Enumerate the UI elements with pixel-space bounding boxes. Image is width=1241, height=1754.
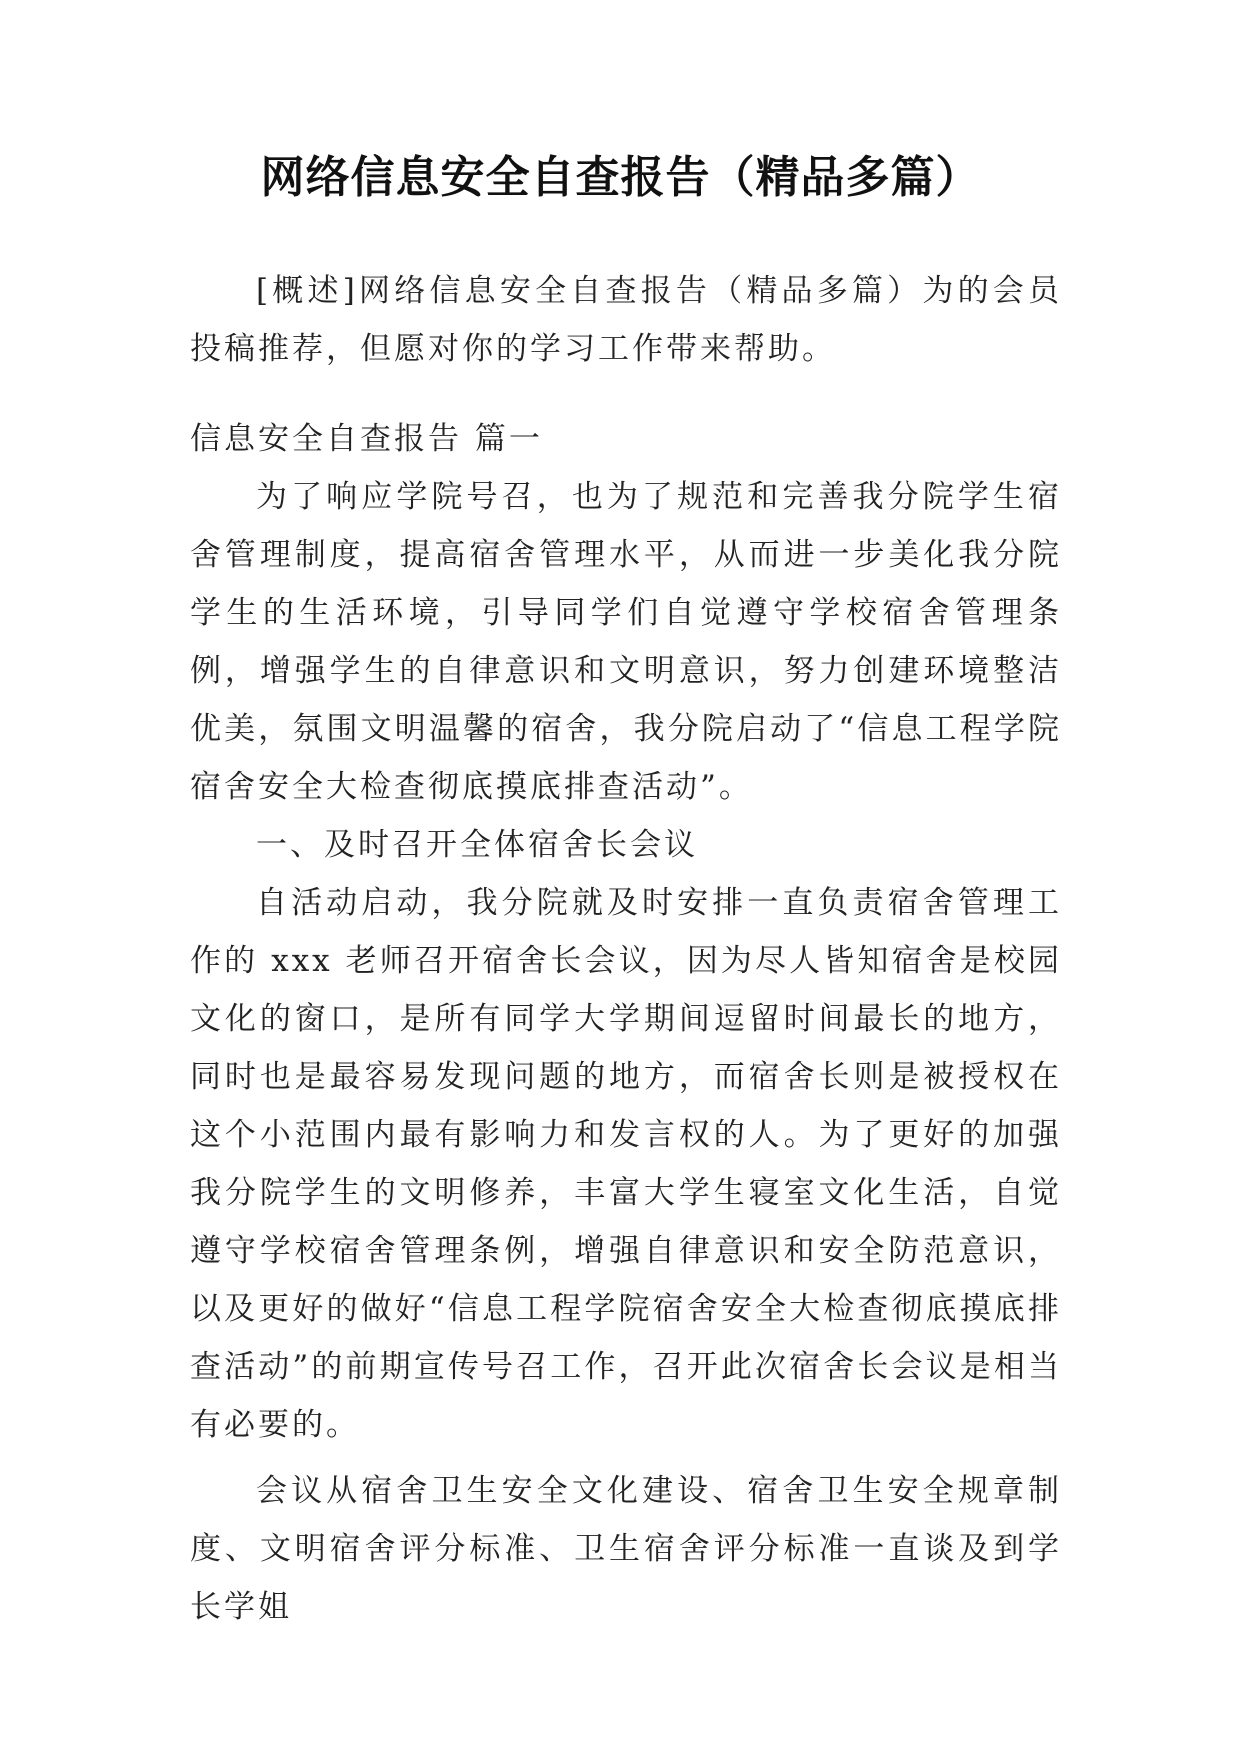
summary-paragraph: [概述]网络信息安全自查报告（精品多篇）为的会员投稿推荐，但愿对你的学习工作带来帮助。 [190, 273, 1062, 367]
body-paragraph: 为了响应学院号召，也为了规范和完善我分院学生宿舍管理制度，提高宿舍管理水平，从而进一步美化我分院学生的生活环境，引导同学们自觉遵守学校宿舍管理条例，增强学生的自律意识和文明意识，努力创建环境整洁优美，氛围文明温馨的宿舍，我分院启动了“信息工程学院宿舍安全大检查彻底摸底排查活动”。 [190, 479, 1062, 805]
body-paragraph: 会议从宿舍卫生安全文化建设、宿舍卫生安全规章制度、文明宿舍评分标准、卫生宿舍评分标准一直谈及到学长学姐 [190, 1473, 1062, 1625]
section-body [190, 410, 1062, 1636]
subsection-heading: 一、及时召开全体宿舍长会议 [256, 827, 698, 863]
body-paragraph: 自活动启动，我分院就及时安排一直负责宿舍管理工作的 xxx 老师召开宿舍长会议，因为尽人皆知宿舍是校园文化的窗口，是所有同学大学期间逗留时间最长的地方，同时也是最容易发现问题的地方，而宿舍长则是被授权在这个小范围内最有影响力和发言权的人。为了更好的加强我分院学生的文明修养，丰富大学生寝室文化生活，自觉遵守学校宿舍管理条例，增强自律意识和安全防范意识，以及更好的做好“信息工程学院宿舍安全大检查彻底摸底排查活动”的前期宣传号召工作，召开此次宿舍长会议是相当有必要的。 [190, 885, 1062, 1443]
summary-block [190, 262, 1062, 378]
document-title: 网络信息安全自查报告（精品多篇） [260, 152, 981, 203]
section-heading: 信息安全自查报告 篇一 [190, 421, 543, 457]
